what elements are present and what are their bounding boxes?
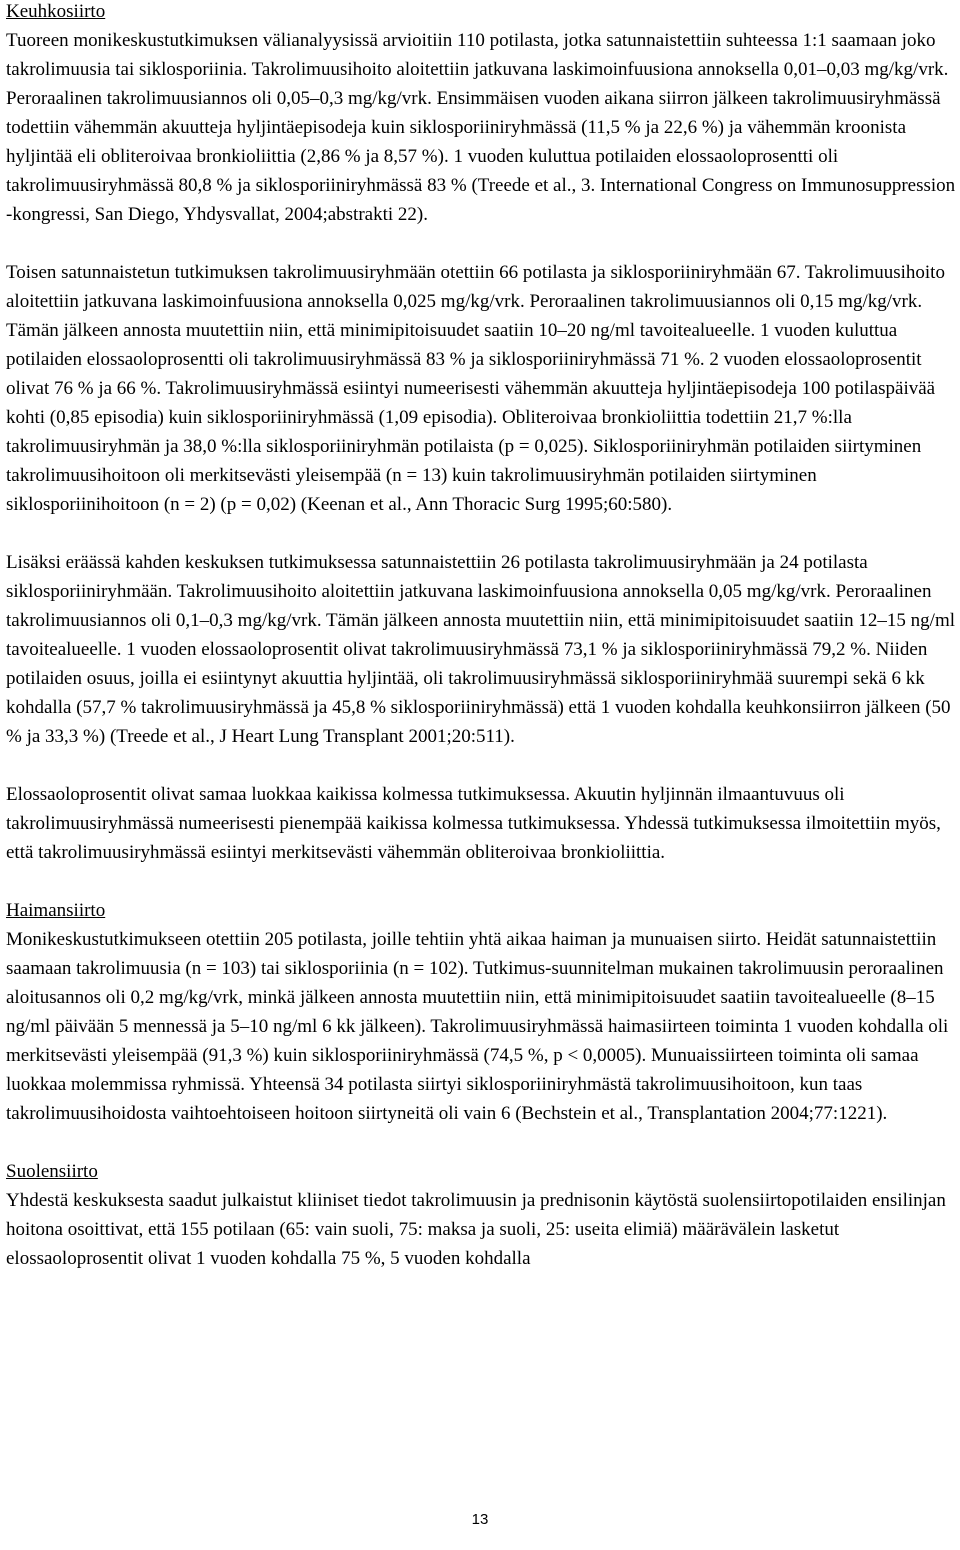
paragraph: Toisen satunnaistetun tutkimuksen takrolimuusiryhmään otettiin 66 potilasta ja siklosporiiniryhmään 67. Takrolimuusihoito aloitettiin jatkuvana laskimoinfuusiona annoksella 0,025 mg/kg/vrk. Peroraalinen takrolimuusiannos oli 0,15 mg/kg/vrk. Tämän jälkeen annosta muutettiin niin, että minimipitoisuudet saatiin 10–20 ng/ml tavoitealueelle. 1 vuoden kuluttua potilaiden elossaoloprosentti oli takrolimuusiryhmässä 83 % ja siklosporiiniryhmässä 71 %. 2 vuoden elossaoloprosentit olivat 76 % ja 66 %. Takrolimuusiryhmässä esiintyi numeerisesti vähemmän akuutteja hyljintäepisodeja 100 potilaspäivää kohti (0,85 episodia) kuin siklosporiiniryhmässä (1,09 episodia). Obliteroivaa bronkioliittia todettiin 21,7 %:lla takrolimuusiryhmän ja 38,0 %:lla siklosporiiniryhmän potilaista (p = 0,025). Siklosporiiniryhmän potilaiden siirtyminen takrolimuusihoitoon oli merkitsevästi yleisempää (n = 13) kuin takrolimuusiryhmän potilaiden siirtyminen siklosporiinihoitoon (n = 2) (p = 0,02) (Keenan et al., Ann Thoracic Surg 1995;60:580).: [6, 262, 945, 515]
paragraph: Monikeskustutkimukseen otettiin 205 potilasta, joille tehtiin yhtä aikaa haiman ja munuaisen siirto. Heidät satunnaistettiin saamaan takrolimuusia (n = 103) tai siklosporiinia (n = 102). Tutkimus-suunnitelman mukainen takrolimuusin peroraalinen aloitusannos oli 0,2 mg/kg/vrk, minkä jälkeen annosta muutettiin niin, että minimipitoisuudet saatiin tavoitealueelle (8–15 ng/ml päivään 5 mennessä ja 5–10 ng/ml 6 kk jälkeen). Takrolimuusiryhmässä haimasiirteen toiminta 1 vuoden kohdalla oli merkitsevästi yleisempää (91,3 %) kuin siklosporiiniryhmässä (74,5 %, p < 0,0005). Munuaissiirteen toiminta oli samaa luokkaa molemmissa ryhmissä. Yhteensä 34 potilasta siirtyi siklosporiiniryhmästä takrolimuusihoitoon, kun taas takrolimuusihoidosta vaihtoehtoiseen hoitoon siirtyneitä oli vain 6 (Bechstein et al., Transplantation 2004;77:1221).: [6, 929, 949, 1124]
paragraph: Elossaoloprosentit olivat samaa luokkaa kaikissa kolmessa tutkimuksessa. Akuutin hyljinnän ilmaantuvuus oli takrolimuusiryhmässä numeerisesti pienempää kaikissa kolmessa tutkimuksessa. Yhdessä tutkimuksessa ilmoitettiin myös, että takrolimuusiryhmässä esiintyi merkitsevästi vähemmän obliteroivaa bronkioliittia.: [6, 784, 941, 863]
section-heading: Suolensiirto: [6, 1161, 98, 1182]
paragraph: Tuoreen monikeskustutkimuksen välianalyysissä arvioitiin 110 potilasta, jotka satunnaistettiin suhteessa 1:1 saamaan joko takrolimuusia tai siklosporiinia. Takrolimuusihoito aloitettiin jatkuvana laskimoinfuusiona annoksella 0,01–0,03 mg/kg/vrk. Peroraalinen takrolimuusiannos oli 0,05–0,3 mg/kg/vrk. Ensimmäisen vuoden aikana siirron jälkeen takrolimuusiryhmässä todettiin vähemmän akuutteja hyljintäepisodeja kuin siklosporiiniryhmässä (11,5 % ja 22,6 %) ja vähemmän kroonista hyljintää eli obliteroivaa bronkioliittia (2,86 % ja 8,57 %). 1 vuoden kuluttua potilaiden elossaoloprosentti oli takrolimuusiryhmässä 80,8 % ja siklosporiiniryhmässä 83 % (Treede et al., 3. International Congress on Immunosuppression -kongressi, San Diego, Yhdysvallat, 2004;abstrakti 22).: [6, 30, 956, 225]
section-heading: Haimansiirto: [6, 900, 106, 921]
section-lung-transplant: [6, 0, 956, 867]
paragraph: Yhdestä keskuksesta saadut julkaistut kliiniset tiedot takrolimuusin ja prednisonin käytöstä suolensiirtopotilaiden ensilinjan hoitona osoittivat, että 155 potilaan (65: vain suoli, 75: maksa ja suoli, 25: useita elimiä) määrävälein lasketut elossaoloprosentit olivat 1 vuoden kohdalla 75 %, 5 vuoden kohdalla: [6, 1190, 946, 1269]
paragraph: Lisäksi eräässä kahden keskuksen tutkimuksessa satunnaistettiin 26 potilasta takrolimuusiryhmään ja 24 potilasta siklosporiiniryhmään. Takrolimuusihoito aloitettiin jatkuvana laskimoinfuusiona annoksella 0,05 mg/kg/vrk. Peroraalinen takrolimuusiannos oli 0,1–0,3 mg/kg/vrk. Tämän jälkeen annosta muutettiin niin, että minimipitoisuudet saatiin 12–15 ng/ml tavoitealueelle. 1 vuoden elossaoloprosentit olivat takrolimuusiryhmässä 73,1 % ja siklosporiiniryhmässä 79,2 %. Niiden potilaiden osuus, joilla ei esiintynyt akuuttia hyljintää, oli takrolimuusiryhmässä siklosporiiniryhmää suurempi sekä 6 kk kohdalla (57,7 % takrolimuusiryhmässä ja 45,8 % siklosporiiniryhmässä) että 1 vuoden kohdalla keuhkonsiirron jälkeen (50 % ja 33,3 %) (Treede et al., J Heart Lung Transplant 2001;20:511).: [6, 552, 956, 747]
page-number: 13: [471, 1511, 489, 1528]
section-intestine-transplant: [6, 1157, 956, 1273]
section-heading: Keuhkosiirto: [6, 1, 106, 22]
section-pancreas-transplant: [6, 896, 956, 1128]
document-page: [6, 0, 956, 1302]
